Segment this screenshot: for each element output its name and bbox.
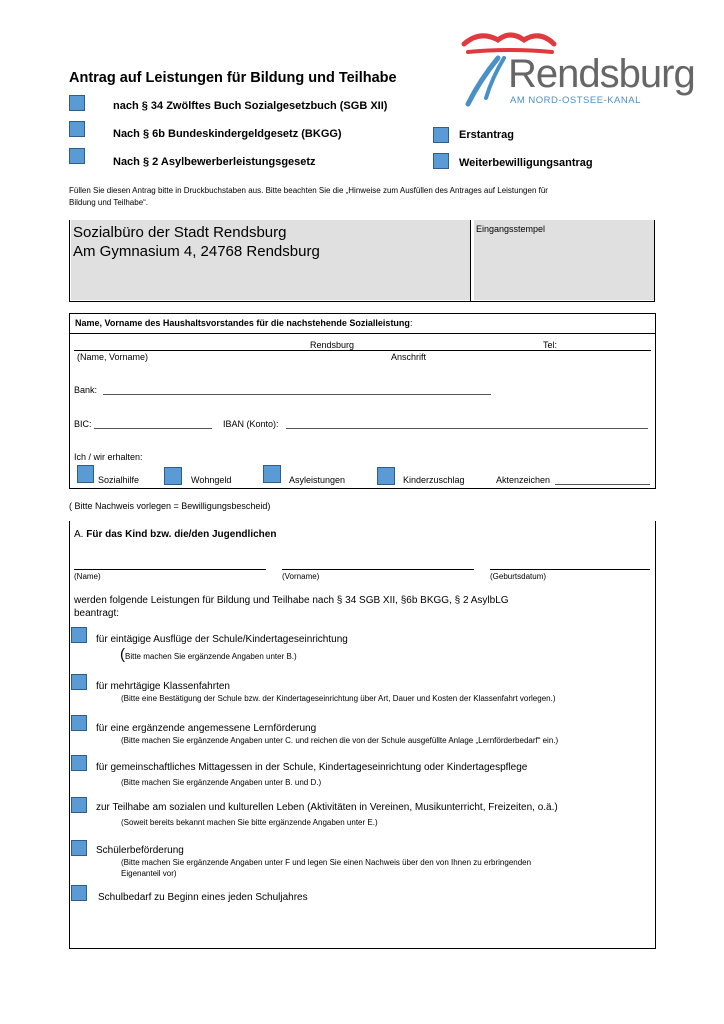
klassenfahrten-label: für mehrtägige Klassenfahrten [96, 681, 230, 692]
child-birthdate-label: (Geburtsdatum) [490, 572, 547, 581]
schulbedarf-label: Schulbedarf zu Beginn eines jeden Schuljahres [98, 892, 308, 903]
option-asylblg-label: Nach § 2 Asylbewerberleistungsgesetz [113, 156, 316, 168]
requested-line2: beantragt: [74, 608, 120, 619]
bank-field[interactable] [103, 394, 491, 395]
erstantrag-label: Erstantrag [459, 129, 515, 141]
section-a-prefix: A. [74, 529, 84, 540]
checkbox-mittagessen[interactable] [71, 755, 87, 771]
household-heading-colon: : [409, 318, 413, 328]
address-line1: Sozialbüro der Stadt Rendsburg [73, 224, 287, 241]
klassenfahrten-hint: (Bitte eine Bestätigung der Schule bzw. der Kindertageseinrichtung über Art, Dauer und Kosten der Klassenfahrt vorlegen.) [121, 694, 556, 703]
schuelerbefoerderung-hint2: Eigenanteil vor) [121, 869, 177, 878]
lernfoerderung-hint: (Bitte machen Sie ergänzende Angaben unter C. und reichen die von der Schule ausgefüllte Anlage „Lernförderbedarf“ ein.) [121, 736, 559, 745]
requested-line1: werden folgende Leistungen für Bildung und Teilhabe nach § 34 SGB XII, §6b BKGG, § 2 AsylbLG [74, 595, 509, 606]
checkbox-teilhabe[interactable] [71, 797, 87, 813]
ausfluege-label: für eintägige Ausflüge der Schule/Kindertageseinrichtung [96, 634, 348, 645]
child-vorname-field[interactable] [282, 569, 474, 570]
teilhabe-hint: (Soweit bereits bekannt machen Sie bitte ergänzende Angaben unter E.) [121, 818, 378, 827]
ausfluege-hint-text: Bitte machen Sie ergänzende Angaben unter B.) [125, 652, 297, 661]
household-box [69, 313, 656, 489]
logo-tagline: AM NORD-OSTSEE-KANAL [510, 95, 641, 106]
address-box [69, 220, 655, 302]
teilhabe-label: zur Teilhabe am sozialen und kulturellen Leben (Aktivitäten in Vereinen, Musikunterricht, Freizeiten, o.ä.) [96, 802, 558, 813]
address-line2: Am Gymnasium 4, 24768 Rendsburg [73, 243, 320, 260]
checkbox-asylblg[interactable] [69, 148, 85, 164]
lernfoerderung-label: für eine ergänzende angemessene Lernförderung [96, 723, 317, 734]
checkbox-ausfluege[interactable] [71, 627, 87, 643]
mittagessen-hint: (Bitte machen Sie ergänzende Angaben unter B. und D.) [121, 778, 322, 787]
anschrift-label: Anschrift [391, 352, 427, 362]
proof-note: ( Bitte Nachweis vorlegen = Bewilligungsbescheid) [69, 501, 271, 511]
ausfluege-hint [120, 646, 297, 664]
bank-label: Bank: [74, 385, 98, 395]
section-a-heading [74, 529, 276, 540]
checkbox-weiterbewilligung[interactable] [433, 153, 449, 169]
section-a-box [69, 521, 656, 949]
child-name-field[interactable] [74, 569, 266, 570]
asyleistungen-label: Asyleistungen [289, 475, 346, 485]
intro-text-line1: Füllen Sie diesen Antrag bitte in Druckbuchstaben aus. Bitte beachten Sie die „Hinweise zum Ausfüllen des Antrages auf Leistungen für [69, 186, 548, 195]
checkbox-asyleistungen[interactable] [263, 465, 281, 483]
stamp-label: Eingangsstempel [476, 224, 546, 234]
aktenzeichen-field[interactable] [555, 484, 650, 485]
intro-text-line2: Bildung und Teilhabe“. [69, 198, 149, 207]
name-vorname-label: (Name, Vorname) [77, 352, 149, 362]
child-birthdate-field[interactable] [490, 569, 650, 570]
checkbox-wohngeld[interactable] [164, 467, 182, 485]
city-value: Rendsburg [310, 340, 355, 350]
receive-label: Ich / wir erhalten: [74, 452, 143, 462]
checkbox-erstantrag[interactable] [433, 127, 449, 143]
option-bkgg-label: Nach § 6b Bundeskindergeldgesetz (BKGG) [113, 128, 342, 140]
aktenzeichen-label: Aktenzeichen [496, 475, 551, 485]
checkbox-klassenfahrten[interactable] [71, 674, 87, 690]
tel-label: Tel: [543, 340, 558, 350]
checkbox-kinderzuschlag[interactable] [377, 467, 395, 485]
iban-field[interactable] [286, 428, 648, 429]
ausfluege-hint-paren: ( [120, 646, 125, 663]
checkbox-schulbedarf[interactable] [71, 885, 87, 901]
bic-label: BIC: [74, 419, 92, 429]
kinderzuschlag-label: Kinderzuschlag [403, 475, 465, 485]
checkbox-schuelerbefoerderung[interactable] [71, 840, 87, 856]
weiterbewilligung-label: Weiterbewilligungsantrag [459, 157, 593, 169]
checkbox-bkgg[interactable] [69, 121, 85, 137]
household-heading-divider [69, 333, 656, 334]
checkbox-sgb-xii[interactable] [69, 95, 85, 111]
child-vorname-label: (Vorname) [282, 572, 320, 581]
wohngeld-label: Wohngeld [191, 475, 232, 485]
checkbox-lernfoerderung[interactable] [71, 715, 87, 731]
iban-label: IBAN (Konto): [223, 419, 279, 429]
form-title: Antrag auf Leistungen für Bildung und Teilhabe [69, 70, 397, 86]
logo-name: Rendsburg [508, 52, 695, 96]
mittagessen-label: für gemeinschaftliches Mittagessen in der Schule, Kindertageseinrichtung oder Kindertagespflege [96, 762, 528, 773]
name-address-line[interactable] [74, 350, 651, 351]
rendsburg-logo [458, 28, 695, 112]
child-name-label: (Name) [74, 572, 101, 581]
section-a-title: Für das Kind bzw. die/den Jugendlichen [86, 529, 277, 540]
checkbox-sozialhilfe[interactable] [77, 465, 94, 483]
schuelerbefoerderung-label: Schülerbeförderung [96, 845, 184, 856]
household-heading-text: Name, Vorname des Haushaltsvorstandes für die nachstehende Sozialleistung [75, 318, 410, 328]
sozialhilfe-label: Sozialhilfe [98, 475, 140, 485]
household-heading [75, 318, 412, 328]
option-sgb-xii-label: nach § 34 Zwölftes Buch Sozialgesetzbuch (SGB XII) [113, 100, 388, 112]
bic-field[interactable] [94, 428, 212, 429]
schuelerbefoerderung-hint: (Bitte machen Sie ergänzende Angaben unter F und legen Sie einen Nachweis über den von Ihnen zu erbringenden [121, 858, 532, 867]
